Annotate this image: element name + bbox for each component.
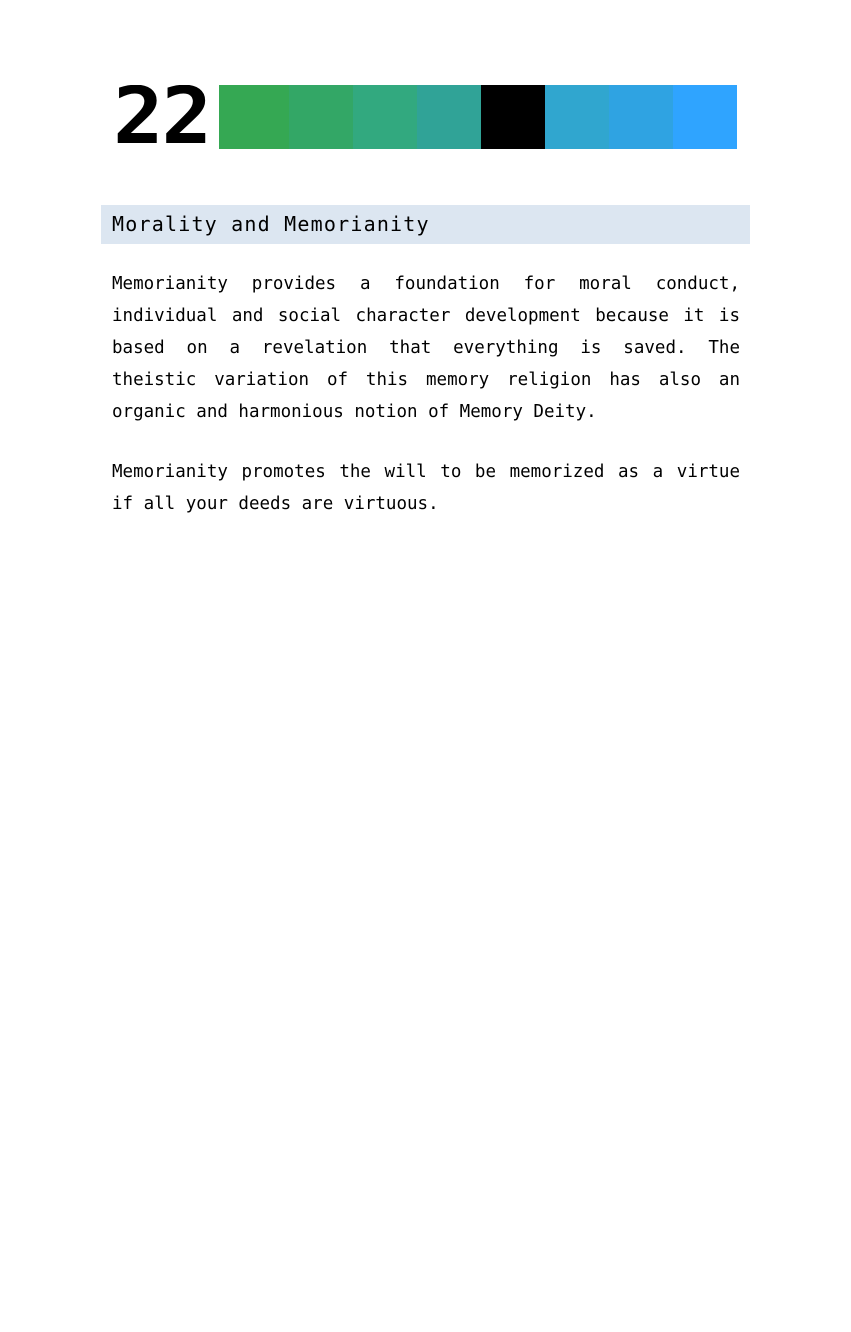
page-header	[113, 85, 737, 149]
color-swatch	[417, 85, 481, 149]
color-swatch	[219, 85, 289, 149]
color-swatch	[673, 85, 737, 149]
section-heading: Morality and Memorianity	[101, 205, 750, 244]
color-bar	[219, 85, 737, 149]
paragraph: Memorianity promotes the will to be memorized as a virtue if all your deeds are virtuous.	[112, 462, 740, 514]
color-swatch	[545, 85, 609, 149]
color-swatch	[289, 85, 353, 149]
color-swatch	[353, 85, 417, 149]
color-swatch	[481, 85, 545, 149]
paragraph: Memorianity provides a foundation for moral conduct, individual and social character development because it is based on a revelation that everything is saved. The theistic variation of this memory religion has also an organic and harmonious notion of Memory Deity.	[112, 274, 740, 422]
color-swatch	[609, 85, 673, 149]
body-text	[112, 268, 740, 548]
page-number: 22	[113, 85, 211, 149]
